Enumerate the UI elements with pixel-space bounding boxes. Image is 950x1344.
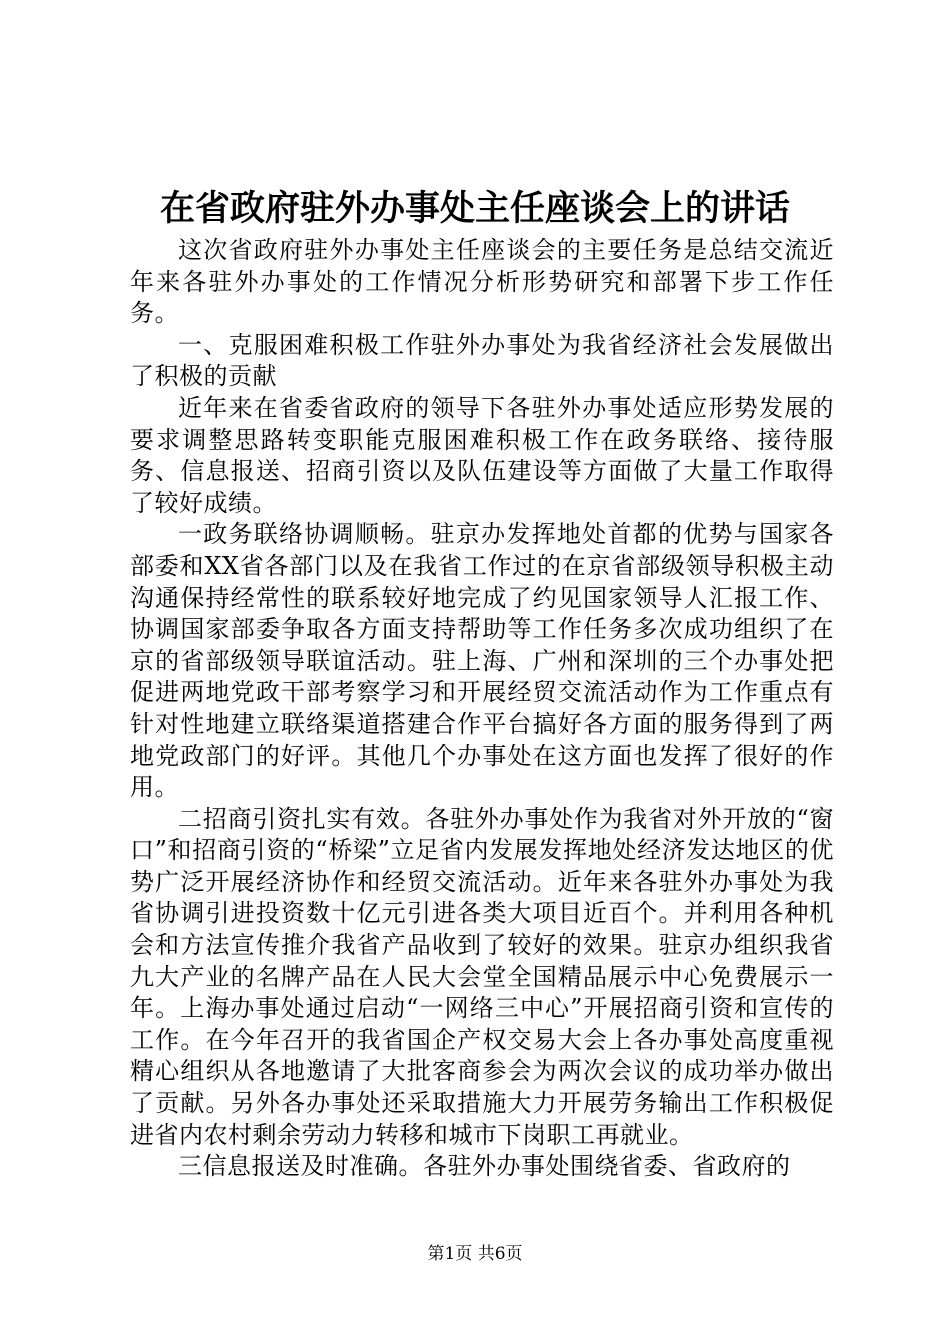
paragraph-overview: 近年来在省委省政府的领导下各驻外办事处适应形势发展的要求调整思路转变职能克服困难积极工作在政务联络、接待服务、信息报送、招商引资以及队伍建设等方面做了大量工作取得了较好成绩。	[130, 393, 834, 517]
paragraph-liaison: 一政务联络协调顺畅。驻京办发挥地处首都的优势与国家各部委和XX省各部门以及在我省工作过的在京省部级领导积极主动沟通保持经常性的联系较好地完成了约见国家领导人汇报工作、协调国家部委争取各方面支持帮助等工作任务多次成功组织了在京的省部级领导联谊活动。驻上海、广州和深圳的三个办事处把促进两地党政干部考察学习和开展经贸交流活动作为工作重点有针对性地建立联络渠道搭建合作平台搞好各方面的服务得到了两地党政部门的好评。其他几个办事处在这方面也发挥了很好的作用。	[130, 520, 834, 802]
document-body	[130, 235, 834, 1183]
paragraph-intro: 这次省政府驻外办事处主任座谈会的主要任务是总结交流近年来各驻外办事处的工作情况分析形势研究和部署下步工作任务。	[130, 236, 834, 328]
page-number-footer: 第1页 共6页	[427, 1244, 523, 1264]
paragraph-section-heading: 一、克服困难积极工作驻外办事处为我省经济社会发展做出了积极的贡献	[130, 330, 834, 391]
document-title: 在省政府驻外办事处主任座谈会上的讲话	[159, 188, 790, 229]
paragraph-investment: 二招商引资扎实有效。各驻外办事处作为我省对外开放的“窗口”和招商引资的“桥梁”立足省内发展发挥地处经济发达地区的优势广泛开展经济协作和经贸交流活动。近年来各驻外办事处为我省协调引进投资数十亿元引进各类大项目近百个。并利用各种机会和方法宣传推介我省产品收到了较好的效果。驻京办组织我省九大产业的名牌产品在人民大会堂全国精品展示中心免费展示一年。上海办事处通过启动“一网络三中心”开展招商引资和宣传的工作。在今年召开的我省国企产权交易大会上各办事处高度重视精心组织从各地邀请了大批客商参会为两次会议的成功举办做出了贡献。另外各办事处还采取措施大力开展劳务输出工作积极促进省内农村剩余劳动力转移和城市下岗职工再就业。	[130, 804, 834, 1149]
paragraph-information: 三信息报送及时准确。各驻外办事处围绕省委、省政府的	[178, 1152, 791, 1181]
